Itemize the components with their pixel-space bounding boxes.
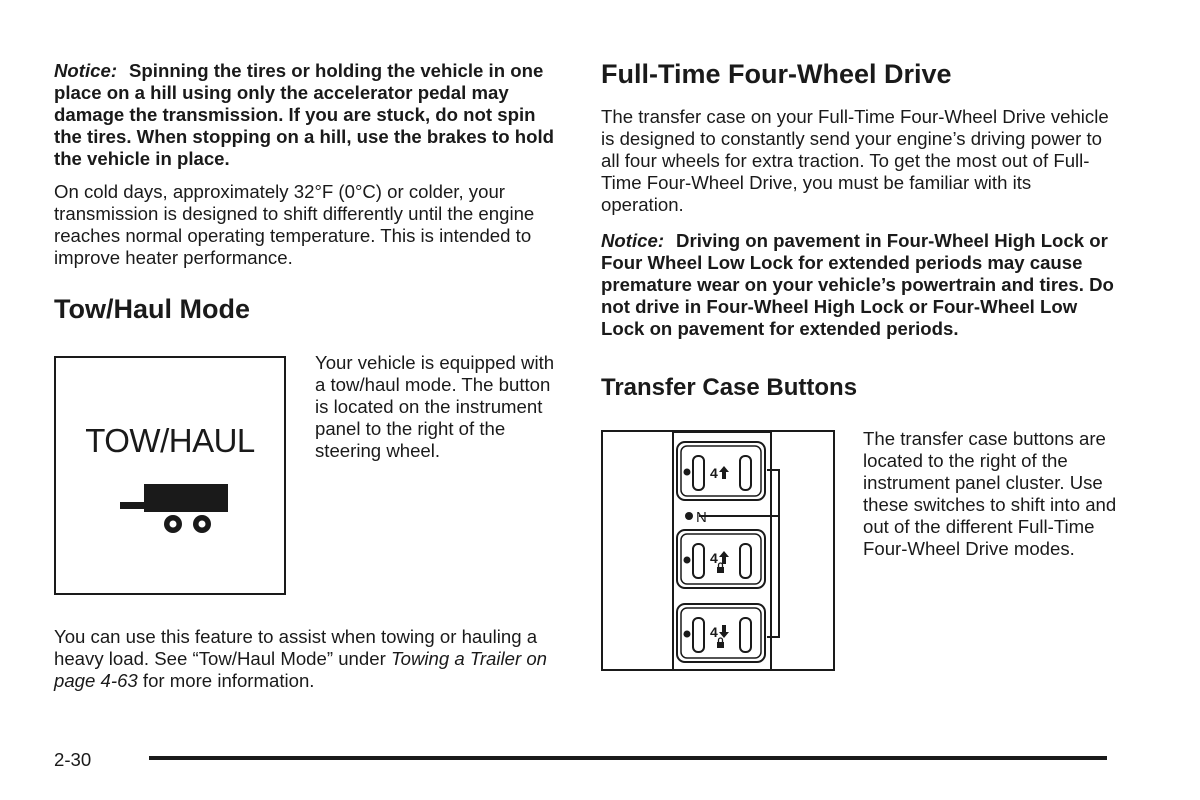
notice-text: Spinning the tires or holding the vehicle in one place on a hill using only the accelerator pedal may damage the transmission. If you are stuck, do not spin the tires. When stopping on a hill, use the brakes to hold the vehicle in place. <box>54 60 555 169</box>
tow-usage-tail: for more information. <box>142 670 315 691</box>
four-high-button[interactable] <box>677 442 765 500</box>
four-wheel-drive-heading: Full-Time Four-Wheel Drive <box>601 59 952 89</box>
footer-rule <box>149 756 1107 760</box>
four-high-lock-label: 4 <box>710 550 718 566</box>
transmission-notice <box>54 60 564 170</box>
four-high-label: 4 <box>710 465 718 481</box>
transfer-case-description: The transfer case buttons are located to the right of the instrument panel cluster. Use these switches to shift into and out of the different Full-Time Four-Wheel Drive modes. <box>863 428 1117 559</box>
four-high-lock-button[interactable] <box>677 530 765 588</box>
notice-label: Notice: <box>54 60 118 81</box>
tow-haul-description: Your vehicle is equipped with a tow/haul mode. The button is located on the instrument panel to the right of the steering wheel. <box>315 352 555 461</box>
tow-haul-usage <box>54 626 554 692</box>
left-column <box>54 60 564 269</box>
neutral-indicator-icon <box>685 512 693 520</box>
page-number: 2-30 <box>54 749 92 770</box>
notice-label: Notice: <box>601 230 665 251</box>
four-wheel-drive-intro: The transfer case on your Full-Time Four-Wheel Drive vehicle is designed to constantly send your engine’s driving power to all four wheels for extra traction. To get the most out of Full-Time Four-Wheel Drive, you must be familiar with its operation. <box>601 106 1109 215</box>
transfer-case-heading: Transfer Case Buttons <box>601 374 858 401</box>
tow-usage-text: You can use this feature to assist when towing or hauling a heavy load. See “Tow/Haul Mode” under <box>54 626 538 669</box>
lock-icon <box>717 642 724 648</box>
notice-text: Driving on pavement in Four-Wheel High Lock or Four Wheel Low Lock for extended periods may cause premature wear on your vehicle’s powertrain and tires. Do not drive in Four-Wheel High Lock or Four-Wheel Low Lock on pavement for extended periods. <box>601 230 1114 339</box>
neutral-label: N <box>696 509 707 526</box>
transfer-case-buttons-illustration <box>603 432 835 671</box>
tow-haul-button-label: TOW/HAUL <box>85 422 255 459</box>
four-low-lock-button[interactable] <box>677 604 765 662</box>
tow-haul-button-illustration <box>54 356 286 595</box>
trailer-icon <box>118 484 230 536</box>
towing-trailer-reference[interactable]: Towing a Trailer on page 4-63 <box>54 648 548 691</box>
lock-icon <box>717 567 724 573</box>
transfer-case-diagram <box>601 430 835 671</box>
tow-haul-heading: Tow/Haul Mode <box>54 294 250 324</box>
cold-days-paragraph: On cold days, approximately 32°F (0°C) or colder, your transmission is designed to shift differently until the engine reaches normal operating temperature. This is intended to improve heater performance. <box>54 181 535 268</box>
pavement-notice <box>601 230 1116 340</box>
four-low-lock-label: 4 <box>710 624 718 640</box>
